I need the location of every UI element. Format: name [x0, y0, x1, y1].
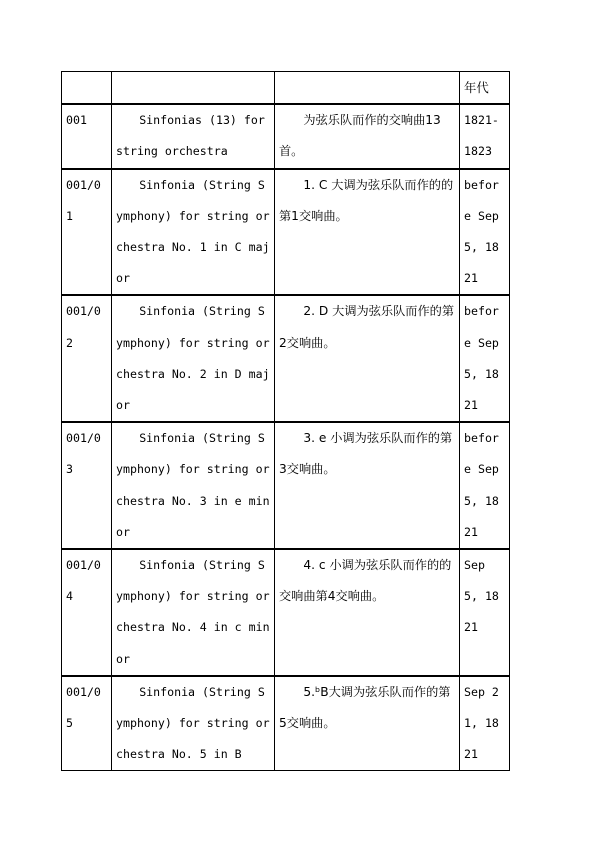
- work-title: Sinfonia (String Symphony) for string orchestra No. 4 in c minor: [112, 549, 275, 676]
- header-cell-chinese: [275, 72, 460, 105]
- work-title-zh: 5.ᵇB大调为弦乐队而作的第5交响曲。: [275, 676, 460, 771]
- work-title-zh: 4. c 小调为弦乐队而作的的交响曲第4交响曲。: [275, 549, 460, 676]
- table-header-row: [62, 72, 510, 105]
- work-id: 001/02: [62, 295, 112, 422]
- work-title: Sinfonias (13) for string orchestra: [112, 104, 275, 168]
- work-id: 001/03: [62, 422, 112, 549]
- work-title-zh: 2. D 大调为弦乐队而作的第2交响曲。: [275, 295, 460, 422]
- work-year: Sep 21, 1821: [460, 676, 510, 771]
- table-row: [62, 169, 510, 296]
- catalog-table: [61, 71, 510, 771]
- work-year: before Sep 5, 1821: [460, 169, 510, 296]
- work-title-zh: 3. e 小调为弦乐队而作的第3交响曲。: [275, 422, 460, 549]
- work-year: before Sep 5, 1821: [460, 295, 510, 422]
- work-id: 001/04: [62, 549, 112, 676]
- table-row: [62, 104, 510, 168]
- table-row: [62, 676, 510, 771]
- work-year: 1821-1823: [460, 104, 510, 168]
- work-year: before Sep 5, 1821: [460, 422, 510, 549]
- table-row: [62, 549, 510, 676]
- work-year: Sep 5, 1821: [460, 549, 510, 676]
- work-title-zh: 1. C 大调为弦乐队而作的的第1交响曲。: [275, 169, 460, 296]
- header-cell-year: 年代: [460, 72, 510, 105]
- header-cell-title: [112, 72, 275, 105]
- work-title: Sinfonia (String Symphony) for string orchestra No. 2 in D major: [112, 295, 275, 422]
- work-id: 001/01: [62, 169, 112, 296]
- work-id: 001/05: [62, 676, 112, 771]
- work-id: 001: [62, 104, 112, 168]
- work-title-zh: 为弦乐队而作的交响曲13首。: [275, 104, 460, 168]
- work-title: Sinfonia (String Symphony) for string orchestra No. 5 in B: [112, 676, 275, 771]
- header-cell-id: [62, 72, 112, 105]
- work-title: Sinfonia (String Symphony) for string orchestra No. 1 in C major: [112, 169, 275, 296]
- table-row: [62, 422, 510, 549]
- table-row: [62, 295, 510, 422]
- work-title: Sinfonia (String Symphony) for string orchestra No. 3 in e minor: [112, 422, 275, 549]
